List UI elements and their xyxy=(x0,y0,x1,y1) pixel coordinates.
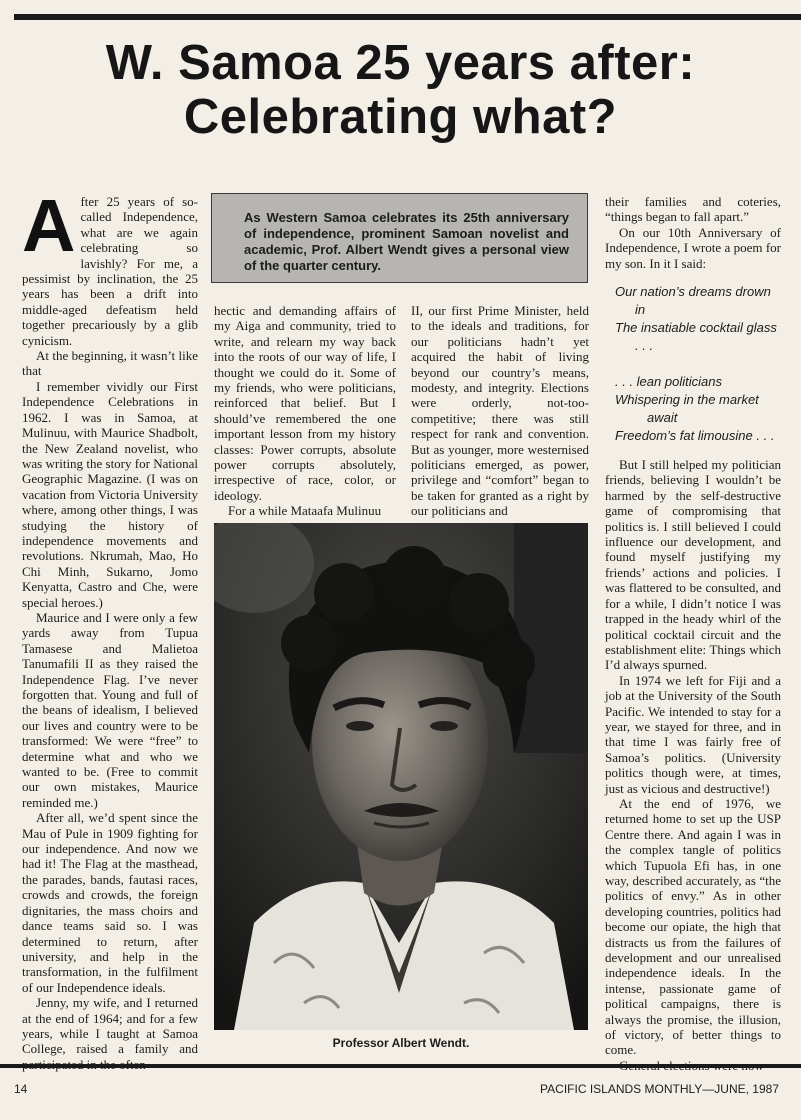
page-number: 14 xyxy=(14,1082,28,1096)
article-column-3 xyxy=(411,303,589,519)
drop-cap: A xyxy=(22,184,76,267)
standfirst-box: As Western Samoa celebrates its 25th anniversary of independence, prominent Samoan novelist and academic, Prof. Albert Wendt gives a personal view of the quarter century. xyxy=(211,193,588,283)
paragraph: Maurice and I were only a few yards away from Tupua Tamasese and Malietoa Tanumafili II as they raised the Independence Flag. I’ve never forgotten that. Young and full of the beans of idealism, I believed our lives and country were to be transformed: We were “free” to determine what and who we wanted to be. (Free to commit our own mistakes, Maurice reminded me.) xyxy=(22,609,198,810)
poem-line: in xyxy=(635,302,646,318)
paragraph: At the end of 1976, we returned home to set up the USP Centre there. And again I was in the complex tangle of politics which Tupuola Efi has, in one way, described accurately, as “the politics of envy.” As in other developing countries, politics had become our opiate, the high that distracts us from the failures of development and our unrealised independence ideals. In the intense, passionate game of political campaigns, there is always the promise, the illusion, of victory, of better things to come. xyxy=(605,795,781,1058)
paragraph: But I still helped my politician friends, believing I wouldn’t be harmed by the self-destructive game of compromising that politics is. I still believed I could influence our development, and found myself justifying my friends’ actions and policies. I was flattered to be consulted, and for a while, I didn’t notice I was trapped in the heady whirl of the political cocktail circuit and the establishment elite: Things which I’d always spurned. xyxy=(605,457,781,673)
publication-footer: PACIFIC ISLANDS MONTHLY—JUNE, 1987 xyxy=(540,1082,779,1096)
paragraph: II, our first Prime Minister, held to the ideals and traditions, for our politicians hadn’t yet acquired the habit of living beyond our country’s means, modesty, and integrity. Elections were orderly, not-too-competitive; there was still respect for rank and convention. But as younger, more westernised politicians emerged, as power, privilege and “comfort” began to be taken for granted as a right by our politicians and xyxy=(411,303,589,519)
poem-line: The insatiable cocktail glass xyxy=(615,320,777,336)
bottom-rule xyxy=(0,1064,801,1068)
poem-line: await xyxy=(647,410,678,426)
paragraph: Jenny, my wife, and I returned at the end of 1964; and for a few years, while I taught at Samoa College, raised a family and xyxy=(22,995,198,1057)
paragraph: I remember vividly our First Independence Celebrations in 1962. I was in Samoa, at Mulinuu, with Maurice Shadbolt, the New Zealand novelist, who was writing the story for National Geographic Magazine. (I was on vacation from Victoria University where, among other things, I was studying the history of independence movements and revolutions. Nkrumah, Mao, Ho Chi Minh, Sukarno, Jomo Kenyatta, Castro and Che, were special heroes.) xyxy=(22,378,198,610)
photo-caption: Professor Albert Wendt. xyxy=(332,1036,470,1050)
paragraph: fter 25 years of so-called Independence, what are we again celebrating so lavishly? For me, a pessimist by inclination, the 25 years has been a drift into middle-aged defeatism held together precariously by a glib cynicism. xyxy=(22,194,198,348)
paragraph: In 1974 we left for Fiji and a job at the University of the South Pacific. We intended to stay for a year, we stayed for three, and in that time I was fairly free of Samoa’s politics. (University politics though were, at times, just as vicious and destructive!) xyxy=(605,672,781,796)
poem-line: Freedom’s fat limousine . . . xyxy=(615,428,775,444)
headline-line-1: W. Samoa 25 years after: xyxy=(105,36,696,90)
poem-line: . . . lean politicians xyxy=(615,374,722,390)
poem-line: Our nation’s dreams drown xyxy=(615,284,771,300)
article-column-2 xyxy=(214,303,396,519)
article-column-1 xyxy=(22,184,198,1072)
paragraph: After all, we’d spent since the Mau of Pule in 1909 fighting for our independence. And now we had it! The Flag at the masthead, the parades, bands, fautasi races, crowds and crowds, the foreign dignitaries, the mass choirs and dance teams said so. I was determined to return, after university, and help in the transformation, in the fulfilment of our Independence ideals. xyxy=(22,810,198,995)
paragraph: For a while Mataafa Mulinuu xyxy=(228,503,382,519)
poem-line: . . . xyxy=(635,338,654,354)
poem-line xyxy=(615,355,781,373)
article-column-4 xyxy=(605,194,781,1073)
author-portrait-photo xyxy=(214,523,588,1030)
top-rule xyxy=(14,14,801,20)
paragraph: On our 10th Anniversary of Independence, I wrote a poem for my son. In it I said: xyxy=(605,224,781,271)
headline-line-2: Celebrating what? xyxy=(183,90,618,144)
paragraph: hectic and demanding affairs of my Aiga and community, tried to write, and relearn my way back into the roots of our way of life, I thought we could do it. Some of my friends, who were politicians, reinforced that belief. But I should’ve remembered the one important lesson from my history classes: Power corrupts, absolute power corrupts absolutely, irrespective of race, color, or ideology. xyxy=(214,303,396,503)
poem-line: Whispering in the market xyxy=(615,392,759,408)
headline xyxy=(0,36,801,144)
paragraph: their families and coteries, “things began to fall apart.” xyxy=(605,194,781,225)
paragraph: At the beginning, it wasn’t like that xyxy=(22,348,198,379)
portrait-illustration xyxy=(214,523,588,1030)
poem-excerpt xyxy=(615,283,781,445)
